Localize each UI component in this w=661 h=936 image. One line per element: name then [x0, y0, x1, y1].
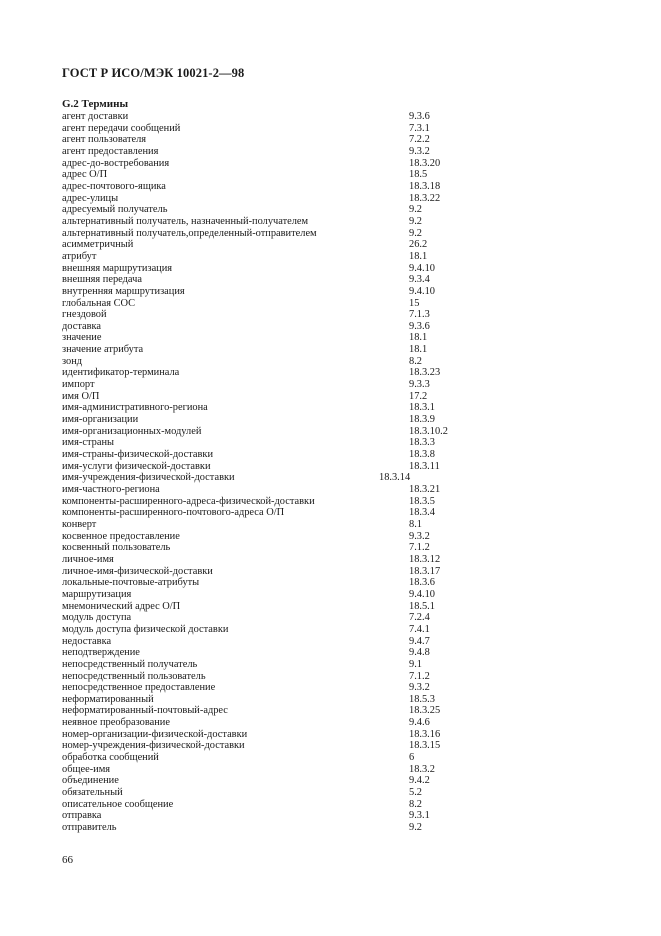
term-name: имя О/П [62, 390, 100, 402]
term-reference: 18.1 [409, 332, 428, 344]
term-reference: 9.3.1 [409, 810, 430, 822]
term-reference: 9.1 [409, 658, 422, 670]
term-reference: 18.3.8 [409, 449, 435, 461]
term-row [62, 344, 482, 356]
term-row [62, 367, 482, 379]
term-reference: 9.3.6 [409, 111, 430, 122]
term-row [62, 472, 482, 484]
term-row [62, 542, 482, 554]
term-row [62, 601, 482, 613]
term-name: имя-учреждения-физической-доставки [62, 472, 235, 484]
term-name: маршрутизация [62, 588, 132, 600]
term-name: идентификатор-терминала [62, 367, 180, 379]
term-reference: 9.2 [409, 822, 422, 834]
term-row [62, 810, 482, 822]
term-row [62, 682, 482, 694]
term-row [62, 216, 482, 228]
term-reference: 18.3.21 [409, 484, 441, 495]
term-name: обязательный [62, 787, 123, 799]
term-reference: 18.3.22 [409, 192, 441, 204]
term-row [62, 799, 482, 811]
term-row [62, 752, 482, 764]
term-reference: 9.4.10 [409, 285, 435, 297]
term-name: имя-административного-региона [62, 402, 208, 414]
term-row [62, 612, 482, 624]
term-name: модуль доступа [62, 612, 132, 624]
term-row [62, 705, 482, 717]
term-reference: 5.2 [409, 787, 422, 799]
term-name: номер-учреждения-физической-доставки [62, 740, 245, 752]
term-reference: 18.3.20 [409, 157, 441, 169]
term-row [62, 787, 482, 799]
term-reference: 18.3.4 [409, 507, 435, 519]
term-row [62, 181, 482, 193]
term-name: глобальная СОС [62, 297, 136, 309]
term-name: мнемонический адрес О/П [62, 600, 181, 612]
term-name: номер-организации-физической-доставки [62, 728, 248, 740]
term-row [62, 204, 482, 216]
term-reference: 18.3.5 [409, 495, 435, 507]
term-row [62, 496, 482, 508]
term-name: адрес О/П [62, 169, 108, 181]
term-name: импорт [62, 379, 95, 391]
term-reference: 18.3.12 [409, 553, 441, 565]
term-name: модуль доступа физической доставки [62, 623, 229, 635]
term-name: внешняя передача [62, 274, 142, 286]
term-reference: 9.4.7 [409, 635, 430, 647]
term-row [62, 169, 482, 181]
term-name: общее-имя [62, 763, 111, 775]
term-row [62, 391, 482, 403]
term-row [62, 577, 482, 589]
term-row [62, 251, 482, 263]
term-row [62, 123, 482, 135]
term-name: локальные-почтовые-атрибуты [62, 577, 200, 589]
term-name: непосредственный получатель [62, 658, 198, 670]
term-row [62, 647, 482, 659]
term-reference: 7.2.2 [409, 134, 430, 146]
term-name: описательное сообщение [62, 798, 174, 810]
term-row [62, 740, 482, 752]
term-reference: 9.3.2 [409, 145, 430, 157]
term-row [62, 274, 482, 286]
term-name: косвенный пользователь [62, 542, 171, 554]
term-name: имя-частного-региона [62, 484, 160, 495]
term-name: альтернативный получатель, назначенный-получателем [62, 215, 309, 227]
term-reference: 9.4.6 [409, 717, 430, 729]
term-row [62, 659, 482, 671]
term-name: неформатированный [62, 693, 154, 705]
term-name: имя-организационных-модулей [62, 425, 202, 437]
term-reference: 18.3.23 [409, 367, 441, 379]
term-reference: 18.3.11 [409, 460, 440, 472]
term-reference: 7.3.1 [409, 122, 430, 134]
term-row [62, 717, 482, 729]
term-reference: 9.4.10 [409, 262, 435, 274]
term-reference: 18.3.14 [379, 472, 411, 484]
term-reference: 18.5 [409, 169, 428, 181]
term-row [62, 519, 482, 531]
term-name: имя-организации [62, 414, 139, 426]
term-row [62, 286, 482, 298]
term-reference: 6 [409, 752, 415, 764]
term-row [62, 531, 482, 543]
term-name: зонд [62, 355, 83, 367]
term-row [62, 146, 482, 158]
term-reference: 9.3.2 [409, 530, 430, 542]
section-title: G.2 Термины [62, 98, 129, 110]
term-row [62, 356, 482, 368]
term-reference: 18.3.1 [409, 402, 435, 414]
term-reference: 15 [409, 297, 420, 309]
term-name: агент пользователя [62, 134, 147, 146]
term-name: имя-страны-физической-доставки [62, 449, 214, 461]
term-reference: 9.4.10 [409, 588, 435, 600]
term-reference: 9.2 [409, 215, 422, 227]
term-name: адрес-улицы [62, 192, 119, 204]
term-name: агент доставки [62, 111, 129, 122]
term-reference: 7.2.4 [409, 612, 430, 624]
term-name: доставка [62, 320, 102, 332]
term-reference: 9.2 [409, 204, 422, 216]
term-row [62, 193, 482, 205]
term-row [62, 624, 482, 636]
term-name: косвенное предоставление [62, 530, 180, 542]
term-row [62, 298, 482, 310]
term-row [62, 321, 482, 333]
term-name: адрес-почтового-ящика [62, 180, 166, 192]
term-name: компоненты-расширенного-почтового-адреса О/П [62, 507, 285, 519]
term-row [62, 764, 482, 776]
term-row [62, 671, 482, 683]
term-reference: 7.1.2 [409, 542, 430, 554]
term-row [62, 589, 482, 601]
term-row [62, 566, 482, 578]
term-reference: 18.3.16 [409, 728, 441, 740]
term-reference: 7.4.1 [409, 623, 430, 635]
term-name: значение атрибута [62, 344, 144, 356]
term-name: неподтверждение [62, 647, 140, 659]
term-row [62, 414, 482, 426]
term-row [62, 461, 482, 473]
term-row [62, 239, 482, 251]
term-reference: 18.3.6 [409, 577, 435, 589]
term-row [62, 111, 482, 123]
term-row [62, 263, 482, 275]
term-name: значение [62, 332, 102, 344]
term-name: внутренняя маршрутизация [62, 285, 185, 297]
term-name: атрибут [62, 250, 97, 262]
term-name: внешняя маршрутизация [62, 262, 173, 274]
term-reference: 18.5.1 [409, 600, 435, 612]
term-reference: 18.3.25 [409, 705, 441, 717]
term-row [62, 309, 482, 321]
term-reference: 18.3.10.2 [409, 425, 448, 437]
term-reference: 18.3.15 [409, 740, 441, 752]
term-reference: 18.1 [409, 250, 428, 262]
term-reference: 18.3.3 [409, 437, 435, 449]
term-name: компоненты-расширенного-адреса-физической-доставки [62, 495, 315, 507]
term-name: гнездовой [62, 309, 107, 321]
term-row [62, 554, 482, 566]
term-name: непосредственный пользователь [62, 670, 206, 682]
term-reference: 17.2 [409, 390, 428, 402]
term-reference: 9.3.3 [409, 379, 430, 391]
term-name: адресуемый получатель [62, 204, 168, 216]
term-reference: 18.3.9 [409, 414, 435, 426]
term-reference: 9.3.6 [409, 320, 430, 332]
term-row [62, 729, 482, 741]
term-name: конверт [62, 518, 97, 530]
term-reference: 8.2 [409, 798, 422, 810]
term-name: адрес-до-востребования [62, 157, 170, 169]
term-row [62, 694, 482, 706]
term-name: отправка [62, 810, 102, 822]
term-reference: 7.1.3 [409, 309, 430, 321]
term-row [62, 437, 482, 449]
term-reference: 7.1.2 [409, 670, 430, 682]
term-name: личное-имя-физической-доставки [62, 565, 213, 577]
term-name: имя-услуги физической-доставки [62, 460, 211, 472]
term-reference: 9.4.2 [409, 775, 430, 787]
term-reference: 26.2 [409, 239, 428, 251]
term-row [62, 507, 482, 519]
term-row [62, 134, 482, 146]
term-row [62, 636, 482, 648]
term-name: асимметричный [62, 239, 134, 251]
term-name: объединение [62, 775, 119, 787]
term-reference: 18.5.3 [409, 693, 435, 705]
document-header: ГОСТ Р ИСО/МЭК 10021-2—98 [62, 66, 245, 80]
term-row [62, 426, 482, 438]
term-row [62, 775, 482, 787]
term-name: личное-имя [62, 553, 114, 565]
term-reference: 8.1 [409, 518, 422, 530]
term-name: агент передачи сообщений [62, 122, 181, 134]
term-name: недоставка [62, 635, 112, 647]
term-name: агент предоставления [62, 145, 159, 157]
term-name: имя-страны [62, 437, 115, 449]
term-name: неформатированный-почтовый-адрес [62, 705, 228, 717]
term-row [62, 158, 482, 170]
term-row [62, 484, 482, 496]
term-reference: 18.1 [409, 344, 428, 356]
term-row [62, 332, 482, 344]
term-row [62, 449, 482, 461]
term-reference: 9.4.8 [409, 647, 430, 659]
term-reference: 18.3.2 [409, 763, 435, 775]
term-name: обработка сообщений [62, 752, 159, 764]
term-reference: 9.2 [409, 227, 422, 239]
term-name: неявное преобразование [62, 717, 170, 729]
term-row [62, 228, 482, 240]
term-reference: 8.2 [409, 355, 422, 367]
term-reference: 9.3.2 [409, 682, 430, 694]
term-name: непосредственное предоставление [62, 682, 216, 694]
term-name: отправитель [62, 822, 117, 834]
term-name: альтернативный получатель,определенный-отправителем [62, 227, 317, 239]
term-row [62, 402, 482, 414]
page-number: 66 [62, 854, 73, 866]
term-reference: 18.3.17 [409, 565, 441, 577]
term-reference: 9.3.4 [409, 274, 430, 286]
term-row [62, 379, 482, 391]
term-row [62, 822, 482, 834]
term-reference: 18.3.18 [409, 180, 441, 192]
term-index-list [62, 111, 482, 834]
